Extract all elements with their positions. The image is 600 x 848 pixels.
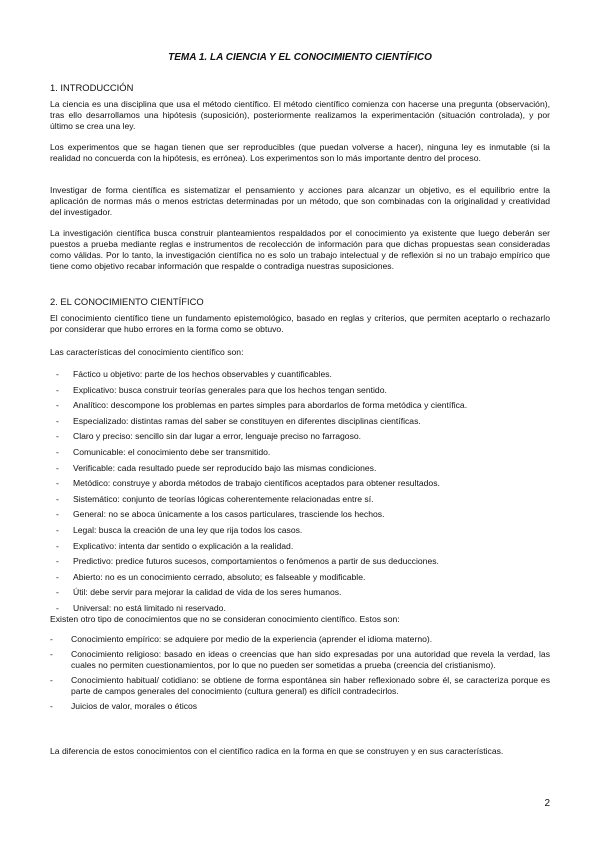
document-page xyxy=(50,0,550,848)
list-item: - General: no se aboca únicamente a los casos particulares, trasciende los hechos. xyxy=(50,509,550,525)
paragraph: El conocimiento científico tiene un fundamento epistemológico, basado en reglas y criterios, que permiten aceptarlo o rechazarlo por considerar que hubo errores en la forma como se obtuvo. xyxy=(50,313,550,335)
list-item: - Legal: busca la creación de una ley que rija todos los casos. xyxy=(50,525,550,541)
paragraph: La diferencia de estos conocimientos con el científico radica en la forma en que se construyen y en sus características. xyxy=(50,746,504,756)
section-heading-introduccion: 1. INTRODUCCIÓN xyxy=(50,82,134,93)
list-item: - Conocimiento empírico: se adquiere por medio de la experiencia (aprender el idioma materno). xyxy=(50,634,550,645)
list-item: - Juicios de valor, morales o éticos xyxy=(50,701,550,712)
other-knowledge-list xyxy=(50,634,550,717)
characteristics-list xyxy=(50,369,550,619)
list-item: - Analítico: descompone los problemas en partes simples para abordarlos de forma metódica y científica. xyxy=(50,400,550,416)
list-item: - Fáctico u objetivo: parte de los hechos observables y cuantificables. xyxy=(50,369,550,385)
list-item: - Metódico: construye y aborda métodos de trabajo científicos aceptados para obtener resultados. xyxy=(50,478,550,494)
list-item: - Conocimiento religioso: basado en ideas o creencias que han sido expresadas por una autoridad que revela la verdad, las cuales no permiten cuestionamientos, por lo que no pueden ser sometidas a prueba (creencia del cristianismo). xyxy=(50,649,550,671)
list-item: - Predictivo: predice futuros sucesos, comportamientos o fenómenos a partir de sus deducciones. xyxy=(50,556,550,572)
paragraph: Investigar de forma científica es sistematizar el pensamiento y acciones para alcanzar un objetivo, es el equilibrio entre la aplicación de normas más o menos estrictas determinadas por un método, que son combinadas con la originalidad y creatividad del investigador. xyxy=(50,185,550,218)
list-item: - Sistemático: conjunto de teorías lógicas coherentemente relacionadas entre sí. xyxy=(50,494,550,510)
list-item: - Especializado: distintas ramas del saber se constituyen en diferentes disciplinas científicas. xyxy=(50,416,550,432)
list-item: - Explicativo: busca construir teorías generales para que los hechos tengan sentido. xyxy=(50,385,550,401)
paragraph: Las características del conocimiento científico son: xyxy=(50,347,244,357)
page-title: TEMA 1. LA CIENCIA Y EL CONOCIMIENTO CIENTÍFICO xyxy=(168,52,432,63)
paragraph: La ciencia es una disciplina que usa el método científico. El método científico comienza con hacerse una pregunta (observación), tras ello desarrollamos una hipótesis (suposición), posteriormente realizamos la experimentación (situación controlada), y por último se crea una ley. xyxy=(50,99,550,132)
section-heading-conocimiento-cientifico: 2. EL CONOCIMIENTO CIENTÍFICO xyxy=(50,296,204,307)
page-number: 2 xyxy=(544,798,550,809)
list-item: - Conocimiento habitual/ cotidiano: se obtiene de forma espontánea sin haber reflexionado sobre él, se caracteriza porque es parte de campos generales del conocimiento (cultura general) es difícil contradecirlos. xyxy=(50,675,550,697)
list-item: - Claro y preciso: sencillo sin dar lugar a error, lenguaje preciso no farragoso. xyxy=(50,431,550,447)
list-item: - Comunicable: el conocimiento debe ser transmitido. xyxy=(50,447,550,463)
paragraph: La investigación científica busca construir planteamientos respaldados por el conocimiento ya existente que luego deberán ser puestos a prueba mediante reglas e instrumentos de recolección de información para que dichas propuestas sean consideradas como válidas. Por lo tanto, la investigación científica no es solo un trabajo intelectual y de reflexión si no un trabajo empírico que tiene como objetivo recabar información que respalde o contradiga nuestras suposiciones. xyxy=(50,228,550,272)
list-item: - Abierto: no es un conocimiento cerrado, absoluto; es falseable y modificable. xyxy=(50,572,550,588)
list-item: - Explicativo: intenta dar sentido o explicación a la realidad. xyxy=(50,541,550,557)
paragraph: Los experimentos que se hagan tienen que ser reproducibles (que puedan volverse a hacer), ninguna ley es inmutable (si la realidad no concuerda con la hipótesis, es errónea). Los experimentos son lo más importante dentro del proceso. xyxy=(50,142,550,164)
list-item: - Útil: debe servir para mejorar la calidad de vida de los seres humanos. xyxy=(50,587,550,603)
list-item: - Universal: no está limitado ni reservado. xyxy=(50,603,550,619)
list-item: - Verificable: cada resultado puede ser reproducido bajo las mismas condiciones. xyxy=(50,463,550,479)
paragraph: Existen otro tipo de conocimientos que no se consideran conocimiento científico. Estos son: xyxy=(50,614,400,624)
